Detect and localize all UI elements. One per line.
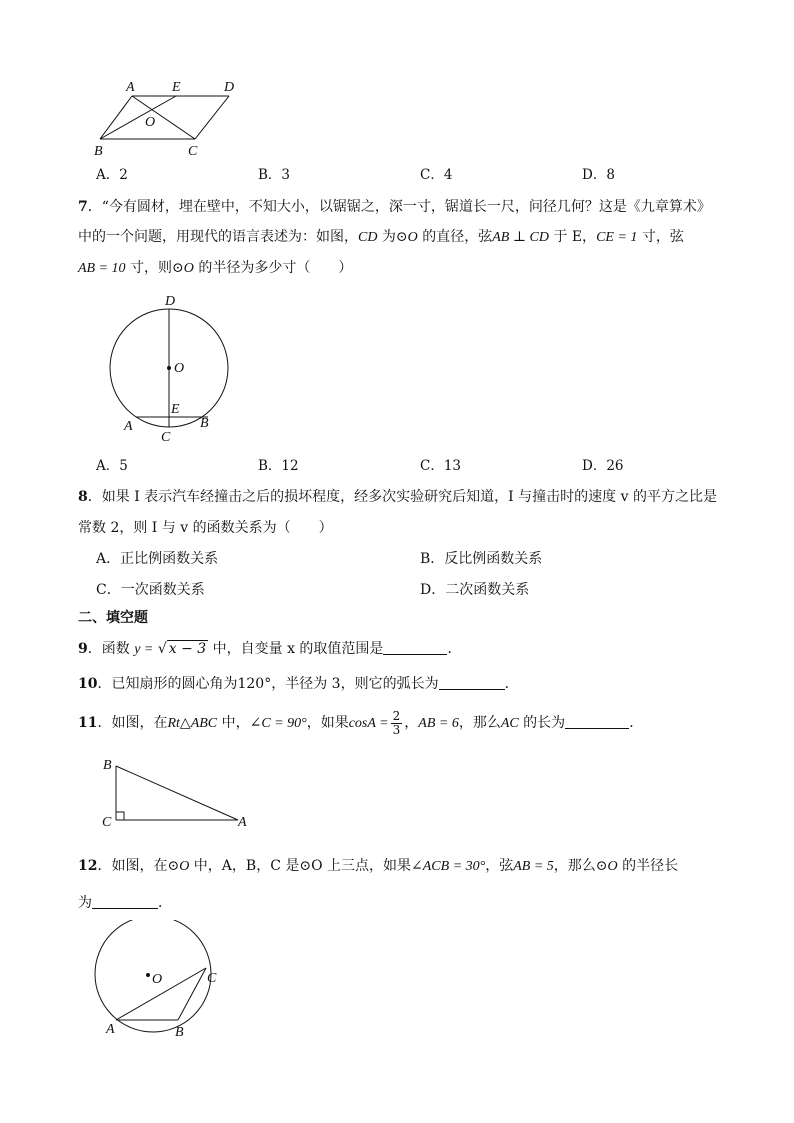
q7-number: 7	[78, 199, 88, 215]
label-a: A	[106, 1022, 115, 1037]
section-title: 二、填空题	[78, 610, 148, 626]
label-c: C	[207, 971, 217, 986]
q8-line1: 8．如果 I 表示汽车经撞击之后的损坏程度，经多次实验研究后知道，I 与撞击时的速度 v 的平方之比是	[78, 489, 717, 505]
label-b: B	[103, 758, 112, 773]
label-b: B	[94, 144, 103, 159]
q8-option-a[interactable]: A．正比例函数关系	[96, 551, 219, 567]
q10-answer-blank[interactable]	[439, 675, 505, 690]
q10-line: 10．已知扇形的圆心角为120°，半径为 3，则它的弧长为 ．	[78, 676, 519, 692]
q7-option-c[interactable]: C．13	[420, 458, 462, 474]
q9-answer-blank[interactable]	[383, 640, 447, 655]
parallelogram-figure	[90, 74, 250, 160]
label-c: C	[188, 144, 198, 159]
label-o: O	[145, 115, 156, 130]
q6-option-d[interactable]: D．8	[582, 167, 615, 183]
label-c: C	[102, 815, 112, 830]
q7-line3: AB = 10 寸，则⊙O 的半径为多少寸（ ）	[78, 260, 353, 276]
label-e: E	[172, 80, 181, 95]
q8-line2: 常数 2，则 I 与 v 的函数关系为（ ）	[78, 520, 333, 536]
label-o: O	[152, 972, 163, 987]
label-e: E	[171, 402, 180, 417]
q6-option-b[interactable]: B．3	[258, 167, 291, 183]
label-a: A	[126, 80, 135, 95]
q8-option-c[interactable]: C．一次函数关系	[96, 582, 205, 598]
label-a: A	[238, 815, 247, 830]
sqrt-expression: √ x − 3	[157, 641, 207, 657]
q7-line1: 7．“今有圆材，埋在壁中，不知大小，以锯锯之，深一寸，锯道长一尺，问径几何？这是《九章算术》	[78, 199, 711, 215]
q6-option-a[interactable]: A．2	[96, 167, 128, 183]
q7-option-b[interactable]: B．12	[258, 458, 299, 474]
right-triangle-figure	[98, 752, 258, 832]
label-b: B	[175, 1025, 184, 1040]
circle-diameter-figure	[100, 288, 240, 448]
q11-line: 11．如图，在Rt△ABC 中，∠C = 90°，如果cosA = $\frac{2}{3}$ ，AB = 6，那么AC 的长为 ．	[78, 708, 644, 737]
q12-line1: 12．如图，在⊙O 中，A，B，C 是⊙O 上三点，如果∠ACB = 30°，弦AB = 5，那么⊙O 的半径长	[78, 858, 679, 874]
q8-option-b[interactable]: B．反比例函数关系	[420, 551, 543, 567]
label-d: D	[165, 294, 176, 309]
label-o: O	[174, 361, 185, 376]
fraction: $\frac{2}{3}$	[392, 708, 401, 737]
q12-answer-blank[interactable]	[92, 894, 158, 909]
q7-line2: 中的一个问题，用现代的语言表述为：如图，CD 为⊙O 的直径，弦AB ⊥ CD 于 E，CE = 1 寸，弦	[78, 229, 684, 245]
q11-answer-blank[interactable]	[565, 714, 629, 729]
q8-option-d[interactable]: D．二次函数关系	[420, 582, 530, 598]
q7-option-d[interactable]: D．26	[582, 458, 624, 474]
label-b: B	[200, 416, 209, 431]
q8-number: 8	[78, 489, 88, 505]
label-d: D	[224, 80, 235, 95]
q6-option-c[interactable]: C．4	[420, 167, 453, 183]
q9-line: 9．函数 y = √ x − 3 中，自变量 x 的取值范围是 ．	[78, 641, 462, 657]
q7-option-a[interactable]: A．5	[96, 458, 128, 474]
inscribed-angle-figure	[88, 920, 238, 1040]
label-a: A	[124, 419, 133, 434]
label-c: C	[161, 430, 171, 445]
q12-line2: 为 ．	[78, 895, 172, 911]
